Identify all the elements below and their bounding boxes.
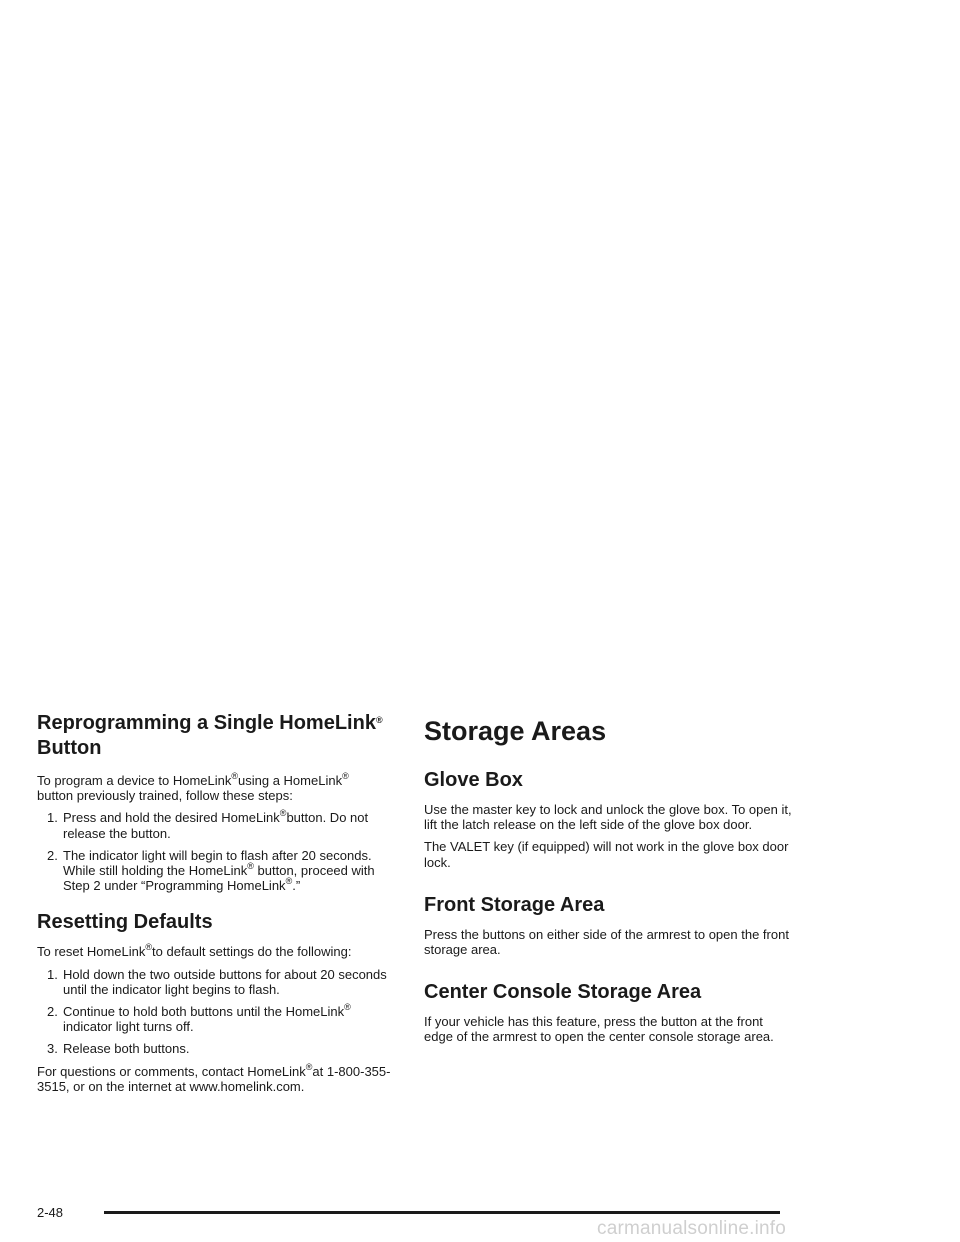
reprogramming-heading	[37, 711, 402, 761]
text: button. Do not release the button.	[63, 810, 369, 841]
front-storage-heading: Front Storage Area	[424, 893, 605, 916]
center-console-paragraph: If your vehicle has this feature, press the button at the front edge of the armrest to open the center console storage area.	[424, 1014, 774, 1045]
text: Hold down the two outside buttons for about 20 seconds until the indicator light begins to flash.	[63, 966, 387, 997]
glove-box-heading: Glove Box	[424, 769, 523, 791]
reprogramming-heading-line2: Button	[37, 737, 102, 759]
text: .”	[292, 878, 301, 894]
registered-mark: ®	[145, 942, 153, 953]
step-number: 1.	[47, 966, 58, 982]
step-number: 2.	[47, 847, 58, 863]
list-item	[37, 848, 402, 894]
reprogramming-heading-text: Reprogramming a Single HomeLink	[37, 712, 376, 734]
text: Press and hold the desired HomeLink	[63, 810, 280, 826]
right-column	[424, 715, 794, 1052]
text: To program a device to HomeLink	[37, 773, 232, 788]
step-number: 2.	[47, 1004, 58, 1020]
left-column	[37, 711, 402, 1101]
text: indicator light turns off.	[63, 1019, 194, 1035]
text: To reset HomeLink	[37, 944, 146, 960]
step-number: 1.	[47, 810, 58, 826]
registered-mark: ®	[231, 771, 239, 781]
text: button previously trained, follow these steps:	[37, 788, 293, 804]
center-console-heading: Center Console Storage Area	[424, 981, 702, 1004]
list-item	[37, 1004, 402, 1034]
registered-mark: ®	[342, 771, 349, 781]
text: The indicator light will begin to flash after 20 seconds. While still holding the HomeLink	[63, 847, 372, 879]
list-item	[37, 810, 402, 840]
watermark: carmanualsonline.info	[597, 1218, 787, 1239]
text: using a HomeLink	[238, 773, 343, 788]
storage-areas-title: Storage Areas	[424, 716, 607, 746]
registered-mark: ®	[375, 715, 383, 725]
glove-box-paragraph-1: Use the master key to lock and unlock the glove box. To open it, lift the latch release on the left side of the glove box door.	[424, 802, 792, 833]
text: Continue to hold both buttons until the HomeLink	[63, 1004, 345, 1020]
footer-divider	[104, 1211, 780, 1214]
registered-mark: ®	[305, 1061, 313, 1072]
reprogramming-intro	[37, 773, 402, 803]
text: at 1-800-355-3515, or on the internet at www.homelink.com.	[37, 1063, 391, 1094]
list-item	[37, 1041, 402, 1056]
text: button, proceed with Step 2 under “Programming HomeLink	[63, 863, 375, 894]
text: to default settings do the following:	[152, 944, 352, 960]
step-number: 3.	[47, 1041, 58, 1057]
registered-mark: ®	[247, 861, 254, 872]
registered-mark: ®	[279, 808, 287, 819]
page-number: 2-48	[37, 1205, 64, 1220]
reprogramming-steps	[37, 810, 402, 893]
front-storage-paragraph: Press the buttons on either side of the armrest to open the front storage area.	[424, 926, 789, 958]
registered-mark: ®	[344, 1002, 351, 1013]
list-item	[37, 967, 402, 997]
text: Release both buttons.	[63, 1041, 190, 1057]
resetting-steps	[37, 967, 402, 1057]
resetting-intro	[37, 944, 402, 959]
registered-mark: ®	[285, 876, 293, 887]
contact-paragraph	[37, 1061, 402, 1094]
glove-box-paragraph-2: The VALET key (if equipped) will not work in the glove box door lock.	[424, 839, 789, 870]
text: For questions or comments, contact HomeLink	[37, 1063, 306, 1079]
resetting-heading: Resetting Defaults	[37, 911, 213, 934]
